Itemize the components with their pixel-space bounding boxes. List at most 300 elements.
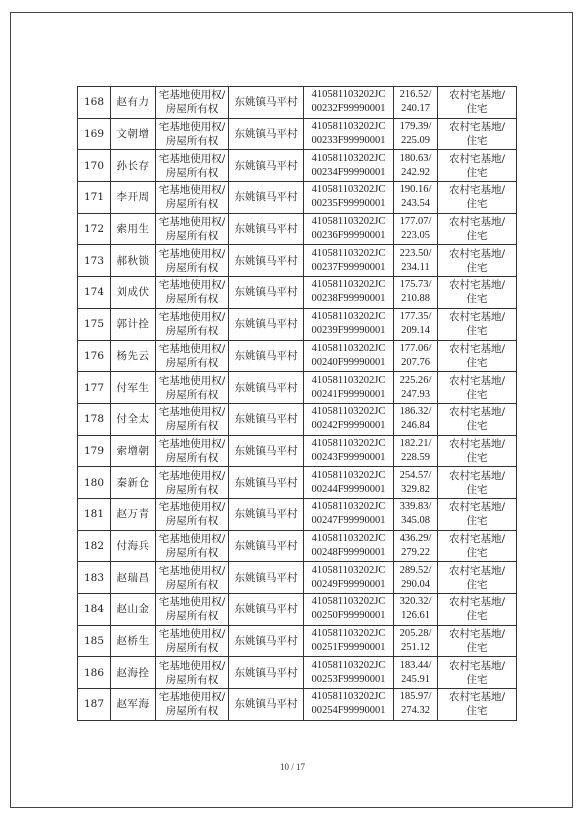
land-use-text: 农村宅基地/ <box>448 437 506 450</box>
unit-code-text: 410581103202JC <box>311 564 386 576</box>
unit-code-cell <box>304 308 394 340</box>
row-number-text: 185 <box>83 635 105 648</box>
area-cell <box>394 403 438 435</box>
location-cell <box>229 435 304 467</box>
unit-code-text: 410581103202JC <box>311 374 386 386</box>
location-text: 东姚镇马平村 <box>234 539 298 552</box>
area-text: 436.29/ <box>399 532 432 544</box>
location-cell <box>229 245 304 277</box>
unit-code-text: 410581103202JC <box>311 691 386 703</box>
owner-name-text: 赵海拴 <box>116 666 150 679</box>
area-cell <box>394 530 438 562</box>
right-type-text: 宅基地使用权/ <box>158 437 226 450</box>
area-text: 279.22 <box>401 546 430 558</box>
area-text: 225.26/ <box>399 374 432 386</box>
owner-name-cell <box>111 118 156 150</box>
land-use-cell <box>438 403 517 435</box>
table-row <box>78 245 517 277</box>
location-text: 东姚镇马平村 <box>234 666 298 679</box>
land-use-text: 住宅 <box>466 546 488 559</box>
right-type-text: 房屋所有权 <box>165 546 219 559</box>
table-row <box>78 689 517 721</box>
row-number-cell <box>78 625 111 657</box>
right-type-text: 宅基地使用权/ <box>158 659 226 672</box>
row-number-text: 187 <box>83 698 105 711</box>
owner-name-text: 赵瑞昌 <box>116 571 150 584</box>
right-type-text: 房屋所有权 <box>165 420 219 433</box>
owner-name-cell <box>111 87 156 119</box>
location-cell <box>229 530 304 562</box>
right-type-text: 宅基地使用权/ <box>158 628 226 641</box>
area-text: 183.44/ <box>399 659 432 671</box>
land-use-text: 农村宅基地/ <box>448 691 506 704</box>
area-cell <box>394 150 438 182</box>
area-cell <box>394 118 438 150</box>
row-number-text: 172 <box>83 223 105 236</box>
owner-name-cell <box>111 150 156 182</box>
right-type-cell <box>156 657 229 689</box>
table-row <box>78 625 517 657</box>
location-text: 东姚镇马平村 <box>234 254 298 267</box>
location-text: 东姚镇马平村 <box>234 635 298 648</box>
right-type-text: 房屋所有权 <box>165 135 219 148</box>
location-cell <box>229 87 304 119</box>
row-number-text: 180 <box>83 476 105 489</box>
row-number-text: 168 <box>83 96 105 109</box>
area-text: 177.06/ <box>399 342 432 354</box>
owner-name-text: 索用生 <box>116 223 150 236</box>
owner-name-text: 付军生 <box>116 381 150 394</box>
owner-name-cell <box>111 657 156 689</box>
land-use-text: 住宅 <box>466 515 488 528</box>
location-text: 东姚镇马平村 <box>234 286 298 299</box>
land-use-text: 农村宅基地/ <box>448 532 506 545</box>
table-row <box>78 657 517 689</box>
land-use-text: 农村宅基地/ <box>448 628 506 641</box>
unit-code-cell <box>304 213 394 245</box>
right-type-text: 宅基地使用权/ <box>158 374 226 387</box>
row-number-cell <box>78 498 111 530</box>
land-use-text: 农村宅基地/ <box>448 311 506 324</box>
land-use-cell <box>438 118 517 150</box>
row-number-cell <box>78 594 111 626</box>
area-text: 207.76 <box>401 356 430 368</box>
right-type-cell <box>156 403 229 435</box>
right-type-text: 房屋所有权 <box>165 166 219 179</box>
table-row <box>78 150 517 182</box>
right-type-cell <box>156 87 229 119</box>
owner-name-text: 杨先云 <box>116 349 150 362</box>
area-text: 290.04 <box>401 578 430 590</box>
right-type-text: 房屋所有权 <box>165 325 219 338</box>
row-number-text: 175 <box>83 318 105 331</box>
right-type-cell <box>156 340 229 372</box>
row-number-text: 169 <box>83 128 105 141</box>
area-cell <box>394 213 438 245</box>
land-use-text: 农村宅基地/ <box>448 406 506 419</box>
area-text: 240.17 <box>401 103 430 115</box>
owner-name-text: 孙长存 <box>116 159 150 172</box>
owner-name-text: 赵有力 <box>116 96 150 109</box>
area-text: 289.52/ <box>399 564 432 576</box>
land-use-cell <box>438 467 517 499</box>
land-use-text: 住宅 <box>466 610 488 623</box>
table-row <box>78 213 517 245</box>
unit-code-text: 00250F99990001 <box>311 610 386 622</box>
unit-code-cell <box>304 562 394 594</box>
unit-code-text: 00251F99990001 <box>311 642 386 654</box>
unit-code-text: 00241F99990001 <box>311 388 386 400</box>
table-row <box>78 182 517 214</box>
unit-code-text: 00247F99990001 <box>311 515 386 527</box>
area-cell <box>394 308 438 340</box>
right-type-text: 房屋所有权 <box>165 483 219 496</box>
land-use-text: 住宅 <box>466 293 488 306</box>
right-type-cell <box>156 213 229 245</box>
area-text: 225.09 <box>401 135 430 147</box>
land-use-text: 住宅 <box>466 451 488 464</box>
land-use-text: 农村宅基地/ <box>448 469 506 482</box>
right-type-text: 房屋所有权 <box>165 356 219 369</box>
area-text: 245.91 <box>401 673 430 685</box>
land-use-text: 农村宅基地/ <box>448 89 506 102</box>
unit-code-text: 00239F99990001 <box>311 325 386 337</box>
land-use-text: 住宅 <box>466 103 488 116</box>
table-row <box>78 467 517 499</box>
unit-code-text: 00253F99990001 <box>311 673 386 685</box>
area-text: 223.50/ <box>399 247 432 259</box>
location-cell <box>229 498 304 530</box>
page-number: 10 / 17 <box>279 762 305 772</box>
right-type-text: 宅基地使用权/ <box>158 121 226 134</box>
owner-name-cell <box>111 372 156 404</box>
right-type-text: 房屋所有权 <box>165 293 219 306</box>
land-use-cell <box>438 689 517 721</box>
land-use-text: 住宅 <box>466 642 488 655</box>
location-cell <box>229 340 304 372</box>
unit-code-text: 410581103202JC <box>311 532 386 544</box>
unit-code-text: 410581103202JC <box>311 437 386 449</box>
row-number-text: 170 <box>83 159 105 172</box>
owner-name-text: 刘成伏 <box>116 286 150 299</box>
owner-name-cell <box>111 594 156 626</box>
owner-name-cell <box>111 625 156 657</box>
unit-code-cell <box>304 150 394 182</box>
land-use-cell <box>438 657 517 689</box>
area-cell <box>394 340 438 372</box>
area-cell <box>394 689 438 721</box>
land-use-cell <box>438 625 517 657</box>
owner-name-text: 付海兵 <box>116 539 150 552</box>
location-cell <box>229 594 304 626</box>
unit-code-text: 00249F99990001 <box>311 578 386 590</box>
right-type-cell <box>156 245 229 277</box>
area-text: 205.28/ <box>399 628 432 640</box>
land-use-cell <box>438 435 517 467</box>
location-cell <box>229 625 304 657</box>
unit-code-cell <box>304 340 394 372</box>
right-type-text: 房屋所有权 <box>165 103 219 116</box>
owner-name-text: 索增朝 <box>116 444 150 457</box>
unit-code-text: 00236F99990001 <box>311 230 386 242</box>
table-row <box>78 340 517 372</box>
row-number-cell <box>78 689 111 721</box>
location-cell <box>229 562 304 594</box>
owner-name-cell <box>111 562 156 594</box>
location-text: 东姚镇马平村 <box>234 476 298 489</box>
owner-name-cell <box>111 689 156 721</box>
row-number-text: 183 <box>83 571 105 584</box>
unit-code-text: 00248F99990001 <box>311 546 386 558</box>
owner-name-text: 文朝增 <box>116 128 150 141</box>
owner-name-cell <box>111 340 156 372</box>
right-type-text: 房屋所有权 <box>165 230 219 243</box>
land-use-cell <box>438 594 517 626</box>
unit-code-cell <box>304 498 394 530</box>
table-row <box>78 562 517 594</box>
owner-name-cell <box>111 435 156 467</box>
owner-name-text: 秦新仓 <box>116 476 150 489</box>
land-use-text: 住宅 <box>466 420 488 433</box>
area-text: 186.32/ <box>399 406 432 418</box>
right-type-cell <box>156 118 229 150</box>
unit-code-text: 00244F99990001 <box>311 483 386 495</box>
row-number-text: 177 <box>83 381 105 394</box>
land-use-text: 农村宅基地/ <box>448 342 506 355</box>
unit-code-cell <box>304 435 394 467</box>
unit-code-cell <box>304 118 394 150</box>
row-number-cell <box>78 372 111 404</box>
table-row <box>78 594 517 626</box>
table-row <box>78 372 517 404</box>
table-row <box>78 118 517 150</box>
owner-name-cell <box>111 403 156 435</box>
row-number-cell <box>78 118 111 150</box>
owner-name-text: 付全太 <box>116 413 150 426</box>
right-type-text: 宅基地使用权/ <box>158 564 226 577</box>
area-text: 177.07/ <box>399 216 432 228</box>
right-type-cell <box>156 372 229 404</box>
location-text: 东姚镇马平村 <box>234 571 298 584</box>
area-text: 228.59 <box>401 451 430 463</box>
right-type-text: 房屋所有权 <box>165 198 219 211</box>
unit-code-text: 00232F99990001 <box>311 103 386 115</box>
area-cell <box>394 372 438 404</box>
right-type-text: 宅基地使用权/ <box>158 152 226 165</box>
area-cell <box>394 245 438 277</box>
unit-code-text: 00238F99990001 <box>311 293 386 305</box>
land-use-text: 农村宅基地/ <box>448 279 506 292</box>
owner-name-text: 赵桥生 <box>116 635 150 648</box>
area-text: 182.21/ <box>399 437 432 449</box>
right-type-text: 宅基地使用权/ <box>158 247 226 260</box>
row-number-text: 184 <box>83 603 105 616</box>
location-text: 东姚镇马平村 <box>234 603 298 616</box>
unit-code-cell <box>304 182 394 214</box>
location-text: 东姚镇马平村 <box>234 444 298 457</box>
location-text: 东姚镇马平村 <box>234 223 298 236</box>
area-text: 126.61 <box>401 610 430 622</box>
right-type-cell <box>156 594 229 626</box>
land-use-cell <box>438 372 517 404</box>
row-number-cell <box>78 467 111 499</box>
land-use-cell <box>438 182 517 214</box>
area-cell <box>394 562 438 594</box>
location-text: 东姚镇马平村 <box>234 508 298 521</box>
unit-code-cell <box>304 467 394 499</box>
unit-code-cell <box>304 277 394 309</box>
owner-name-text: 赵军海 <box>116 698 150 711</box>
land-use-cell <box>438 245 517 277</box>
land-use-text: 农村宅基地/ <box>448 216 506 229</box>
unit-code-cell <box>304 245 394 277</box>
row-number-cell <box>78 182 111 214</box>
land-use-text: 农村宅基地/ <box>448 247 506 260</box>
land-use-cell <box>438 150 517 182</box>
land-use-text: 农村宅基地/ <box>448 374 506 387</box>
right-type-text: 房屋所有权 <box>165 610 219 623</box>
right-type-cell <box>156 467 229 499</box>
location-text: 东姚镇马平村 <box>234 318 298 331</box>
location-cell <box>229 150 304 182</box>
row-number-cell <box>78 435 111 467</box>
owner-name-cell <box>111 530 156 562</box>
right-type-text: 宅基地使用权/ <box>158 691 226 704</box>
location-cell <box>229 372 304 404</box>
area-text: 179.39/ <box>399 121 432 133</box>
right-type-text: 房屋所有权 <box>165 261 219 274</box>
area-cell <box>394 625 438 657</box>
area-text: 223.05 <box>401 230 430 242</box>
land-use-text: 农村宅基地/ <box>448 501 506 514</box>
owner-name-cell <box>111 245 156 277</box>
row-number-cell <box>78 403 111 435</box>
land-use-cell <box>438 530 517 562</box>
area-cell <box>394 435 438 467</box>
land-use-text: 农村宅基地/ <box>448 596 506 609</box>
area-cell <box>394 277 438 309</box>
unit-code-text: 410581103202JC <box>311 628 386 640</box>
land-use-text: 住宅 <box>466 483 488 496</box>
row-number-cell <box>78 87 111 119</box>
right-type-cell <box>156 625 229 657</box>
land-use-text: 住宅 <box>466 230 488 243</box>
location-text: 东姚镇马平村 <box>234 191 298 204</box>
row-number-cell <box>78 562 111 594</box>
area-text: 234.11 <box>401 261 430 273</box>
area-text: 190.16/ <box>399 184 432 196</box>
owner-name-cell <box>111 498 156 530</box>
right-type-text: 宅基地使用权/ <box>158 279 226 292</box>
owner-name-cell <box>111 308 156 340</box>
row-number-text: 173 <box>83 254 105 267</box>
right-type-cell <box>156 150 229 182</box>
location-cell <box>229 657 304 689</box>
land-use-text: 住宅 <box>466 356 488 369</box>
location-cell <box>229 213 304 245</box>
table-row <box>78 435 517 467</box>
row-number-cell <box>78 245 111 277</box>
location-text: 东姚镇马平村 <box>234 159 298 172</box>
unit-code-text: 410581103202JC <box>311 659 386 671</box>
owner-name-text: 郭计拴 <box>116 318 150 331</box>
land-use-cell <box>438 562 517 594</box>
area-cell <box>394 657 438 689</box>
unit-code-text: 00240F99990001 <box>311 356 386 368</box>
unit-code-text: 410581103202JC <box>311 342 386 354</box>
row-number-text: 186 <box>83 666 105 679</box>
area-text: 274.32 <box>401 705 430 717</box>
right-type-text: 宅基地使用权/ <box>158 216 226 229</box>
right-type-text: 宅基地使用权/ <box>158 184 226 197</box>
land-use-text: 住宅 <box>466 198 488 211</box>
right-type-text: 房屋所有权 <box>165 388 219 401</box>
land-use-cell <box>438 277 517 309</box>
location-cell <box>229 118 304 150</box>
unit-code-text: 410581103202JC <box>311 121 386 133</box>
unit-code-text: 410581103202JC <box>311 469 386 481</box>
unit-code-text: 410581103202JC <box>311 596 386 608</box>
unit-code-text: 410581103202JC <box>311 501 386 513</box>
location-cell <box>229 689 304 721</box>
location-text: 东姚镇马平村 <box>234 96 298 109</box>
area-text: 246.84 <box>401 420 430 432</box>
row-number-cell <box>78 657 111 689</box>
table-body <box>78 87 517 721</box>
unit-code-text: 410581103202JC <box>311 152 386 164</box>
row-number-text: 171 <box>83 191 105 204</box>
area-text: 345.08 <box>401 515 430 527</box>
unit-code-text: 410581103202JC <box>311 184 386 196</box>
location-text: 东姚镇马平村 <box>234 349 298 362</box>
unit-code-text: 00254F99990001 <box>311 705 386 717</box>
area-text: 251.12 <box>401 642 430 654</box>
unit-code-text: 410581103202JC <box>311 279 386 291</box>
land-use-text: 住宅 <box>466 578 488 591</box>
land-use-text: 农村宅基地/ <box>448 184 506 197</box>
right-type-text: 宅基地使用权/ <box>158 501 226 514</box>
right-type-text: 房屋所有权 <box>165 642 219 655</box>
owner-name-cell <box>111 277 156 309</box>
land-use-text: 农村宅基地/ <box>448 659 506 672</box>
table-row <box>78 403 517 435</box>
land-use-text: 农村宅基地/ <box>448 564 506 577</box>
owner-name-cell <box>111 182 156 214</box>
right-type-text: 房屋所有权 <box>165 515 219 528</box>
area-text: 243.54 <box>401 198 430 210</box>
unit-code-text: 410581103202JC <box>311 311 386 323</box>
property-rights-table <box>77 86 517 721</box>
area-text: 247.93 <box>401 388 430 400</box>
area-text: 175.73/ <box>399 279 432 291</box>
location-cell <box>229 403 304 435</box>
land-use-text: 住宅 <box>466 166 488 179</box>
right-type-text: 房屋所有权 <box>165 578 219 591</box>
area-text: 185.97/ <box>399 691 432 703</box>
row-number-cell <box>78 530 111 562</box>
unit-code-cell <box>304 689 394 721</box>
location-text: 东姚镇马平村 <box>234 698 298 711</box>
land-use-cell <box>438 87 517 119</box>
unit-code-cell <box>304 530 394 562</box>
right-type-text: 宅基地使用权/ <box>158 89 226 102</box>
right-type-text: 宅基地使用权/ <box>158 406 226 419</box>
row-number-text: 182 <box>83 539 105 552</box>
row-number-text: 181 <box>83 508 105 521</box>
right-type-text: 宅基地使用权/ <box>158 311 226 324</box>
right-type-text: 宅基地使用权/ <box>158 469 226 482</box>
right-type-cell <box>156 562 229 594</box>
